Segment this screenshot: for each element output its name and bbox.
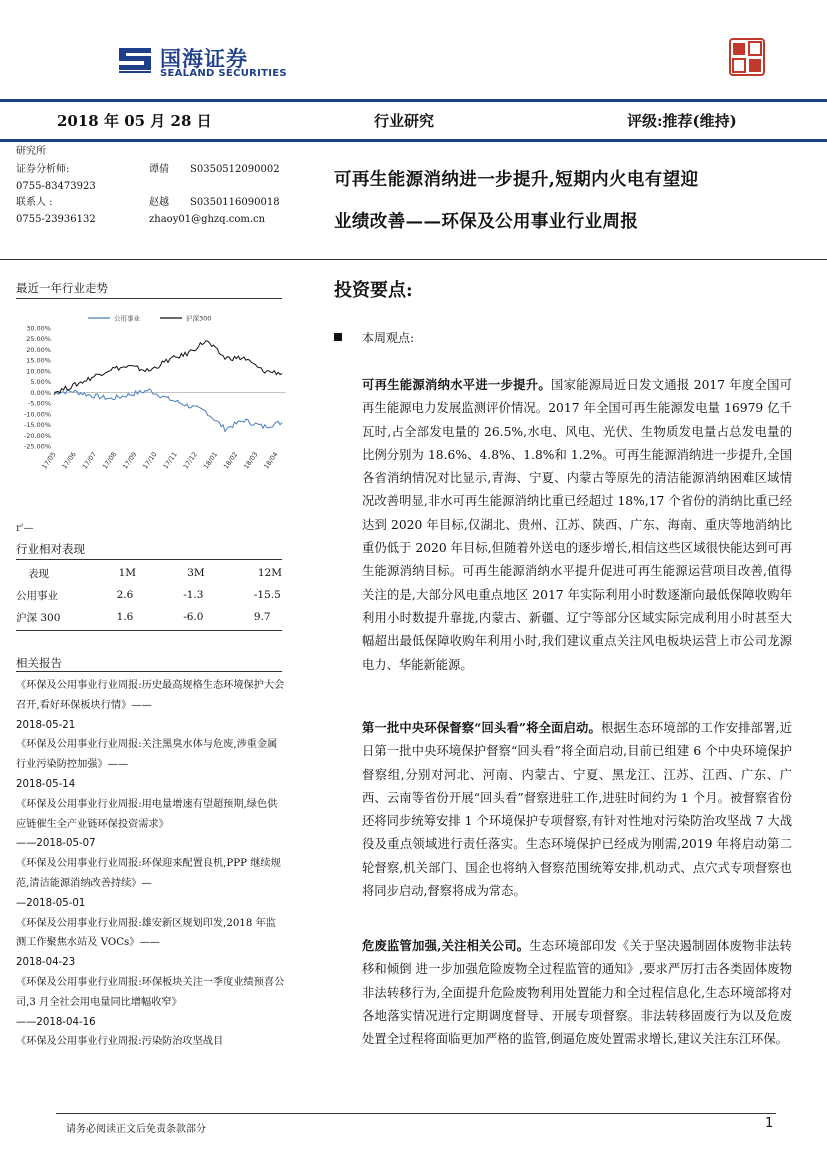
paragraph-lead: 危废监管加强,关注相关公司。 xyxy=(362,938,530,953)
related-report-item[interactable] xyxy=(16,795,286,854)
x-tick-label: 18/03 xyxy=(242,450,260,471)
table-cell: -15.5 xyxy=(253,589,281,601)
paragraph-lead: 第一批中央环保督察“回头看”将全面启动。 xyxy=(362,720,601,735)
y-tick-label: -5.00% xyxy=(28,399,51,408)
y-tick-label: -15.00% xyxy=(23,421,51,430)
report-category: 行业研究 xyxy=(374,112,435,130)
analyst-role: 证券分析师: xyxy=(16,164,70,175)
performance-heading: 行业相对表现 xyxy=(16,542,85,556)
trend-divider xyxy=(16,298,282,299)
x-tick-label: 18/02 xyxy=(221,450,240,471)
y-tick-label: -25.00% xyxy=(23,442,51,451)
table-header: 12M xyxy=(257,567,282,579)
report-title-line2: 业绩改善——环保及公用事业行业周报 xyxy=(334,212,639,232)
related-report-title: 《环保及公用事业行业周报:环保迎来配置良机,PPP 继续规范,清洁能源消纳改善持续》— xyxy=(16,858,281,889)
related-report-item[interactable] xyxy=(16,914,286,973)
related-report-title: 《环保及公用事业行业周报:关注黑臭水体与危废,涉重金属行业污染防控加强》—— xyxy=(16,739,278,771)
table-header: 3M xyxy=(187,567,205,579)
weekly-view-label: 本周观点: xyxy=(362,331,415,345)
footer-disclaimer: 请务必阅读正文后免责条款部分 xyxy=(66,1124,206,1135)
related-report-item[interactable] xyxy=(16,676,286,735)
research-seal-icon xyxy=(729,38,765,76)
related-report-list xyxy=(16,676,286,1052)
paragraph-renewables xyxy=(362,373,792,677)
y-tick-label: 30.00% xyxy=(26,324,51,333)
paragraph-body: 国家能源局近日发文通报 2017 年度全国可再生能源电力发展监测评价情况。2017 年全国可再生能源发电量 16979 亿千瓦时,占全部发电量的 26.5%,水电、风电、光伏、生物质发电量占总发电量的比例分别为 18.6%、4.8%、1.8%和 1.2%。可再生能源消纳进一步提升,全国各省消纳情况对比显示,青海、宁夏、内蒙古等原先的清洁能源消纳困难区域情况改善明显,非水可再生能源消纳比重已经超过 18%,17 个省份的消纳比重已经达到 2020 年目标,仅湖北、贵州、江苏、陕西、广东、海南、重庆等地消纳比重仍低于 2020 年目标,但随着外送电的逐步增长,相信这些区域很快能达到可再生能源消纳目标。可再生能源消纳水平提升促进可再生能源运营项目改善,值得关注的是,大部分风电重点地区 2017 年实际利用小时数逐渐向最低保障收购年利用小时数提升靠拢,内蒙古、新疆、辽宁等部分区域实际完成利用小时甚至大幅超出最低保障收购年利用小时,我们建议重点关注风电板块运营上市公司龙源电力、华能新能源。 xyxy=(362,378,792,672)
table-row xyxy=(16,584,282,606)
related-report-item[interactable] xyxy=(16,854,286,913)
related-report-title: 《环保及公用事业行业周报:雄安新区规划印发,2018 年监测工作聚焦水站及 VOCs》—— xyxy=(16,917,276,949)
contact-email[interactable]: zhaoy01@ghzq.com.cn xyxy=(149,214,266,225)
y-tick-label: 10.00% xyxy=(26,367,51,376)
table-cell: 2.6 xyxy=(116,589,134,601)
table-cell: 1.6 xyxy=(116,611,134,623)
institute-label: 研究所 xyxy=(16,146,46,157)
related-report-date: —2018-05-01 xyxy=(16,897,86,909)
related-divider xyxy=(16,671,282,672)
series-line xyxy=(54,341,282,395)
y-tick-label: 0.00% xyxy=(30,388,51,397)
table-cell: 沪深 300 xyxy=(16,611,61,624)
investment-highlights-heading: 投资要点: xyxy=(334,280,413,301)
trend-heading: 最近一年行业走势 xyxy=(16,281,108,295)
x-tick-label: 17/12 xyxy=(181,450,199,471)
x-tick-label: 17/06 xyxy=(60,450,78,471)
paragraph-lead: 可再生能源消纳水平进一步提升。 xyxy=(362,377,551,392)
paragraph-hazardous-waste xyxy=(362,934,792,1051)
legend-entry: 公用事业 xyxy=(114,314,140,323)
title-divider xyxy=(0,259,827,260)
related-report-date: 2018-04-23 xyxy=(16,957,76,969)
related-report-item[interactable] xyxy=(16,973,286,1032)
bullet-square-icon xyxy=(334,333,342,341)
performance-table xyxy=(16,562,282,628)
page-number: 1 xyxy=(765,1116,774,1131)
report-rating: 评级:推荐(维持) xyxy=(627,112,737,130)
table-row xyxy=(16,562,282,584)
y-tick-label: -20.00% xyxy=(23,431,51,440)
related-heading: 相关报告 xyxy=(16,656,62,670)
related-report-date: 2018-05-21 xyxy=(16,719,76,731)
related-report-title: 《环保及公用事业行业周报:污染防治攻坚战目 xyxy=(16,1036,224,1048)
paragraph-body: 生态环境部印发《关于坚决遏制固体废物非法转移和倾倒 进一步加强危险废物全过程监管的通知》,要求严厉打击各类固体废物非法转移行为,全面提升危险废物利用处置能力和全过程信息化,生态环境部将对各地落实情况进行定期调度督导、开展专项督察。非法转移固废行为以及危废处置全过程将面临更加严格的监管,倒逼危废处置需求增长,建议关注东江环保。 xyxy=(362,939,792,1047)
table-row xyxy=(16,606,282,628)
industry-trend-chart xyxy=(10,306,290,478)
contact-role: 联系人 : xyxy=(16,197,53,208)
sealand-logo-icon xyxy=(116,42,154,76)
table-header: 表现 xyxy=(28,567,49,580)
analyst-name: 谭倩 xyxy=(149,164,169,175)
analyst-cert: S0350512090002 xyxy=(190,164,280,175)
analyst-phone: 0755-83473923 xyxy=(16,181,96,192)
logo-english: SEALAND SECURITIES xyxy=(160,68,287,79)
x-tick-label: 17/08 xyxy=(100,450,119,471)
contact-phone: 0755-23936132 xyxy=(16,214,96,225)
paragraph-inspection xyxy=(362,716,792,903)
related-report-title: 《环保及公用事业行业周报:用电量增速有望超预期,绿色供应链催生全产业链环保投资需求》 xyxy=(16,798,278,830)
related-report-item[interactable] xyxy=(16,1032,286,1052)
table-cell: 9.7 xyxy=(253,611,271,623)
report-date: 2018 年 05 月 28 日 xyxy=(57,112,212,130)
y-tick-label: 15.00% xyxy=(26,356,51,365)
x-tick-label: 18/01 xyxy=(201,450,220,471)
related-report-date: ——2018-05-07 xyxy=(16,838,96,850)
y-tick-label: 25.00% xyxy=(26,335,51,344)
performance-divider-bottom xyxy=(16,630,282,631)
paragraph-body: 根据生态环境部的工作安排部署,近日第一批中央环境保护督察“回头看”将全面启动,目前已组建 6 个中央环境保护督察组,分别对河北、河南、内蒙古、宁夏、黑龙江、江苏、江西、广东、广西、云南等省份开展“回头看”督察进驻工作,进驻时间约为 1 个月。被督察省份还将同步统筹安排 1 个环境保护专项督察,有针对性地对污染防治攻坚战 7 大战役及重点领域进行责任落实。生态环境保护已经成为刚需,2019 年将启动第二轮督察,机关部门、国企也将纳入督察范围统筹安排,机动式、点穴式专项督察也将同步启动,督察将成为常态。 xyxy=(362,721,792,899)
related-report-date: ——2018-04-16 xyxy=(16,1016,96,1028)
legend-entry: 沪深300 xyxy=(186,314,212,323)
contact-cert: S0350116090018 xyxy=(190,197,280,208)
table-cell: 公用事业 xyxy=(16,589,58,602)
contact-name: 赵越 xyxy=(149,197,169,208)
x-tick-label: 17/11 xyxy=(161,450,179,471)
table-header: 1M xyxy=(118,567,136,579)
x-tick-label: 17/09 xyxy=(121,450,139,471)
trend-marker: r'— xyxy=(16,523,34,534)
x-tick-label: 17/07 xyxy=(80,450,99,471)
x-tick-label: 17/10 xyxy=(141,450,159,471)
y-tick-label: -10.00% xyxy=(23,410,51,419)
table-cell: -1.3 xyxy=(183,589,204,601)
related-report-title: 《环保及公用事业行业周报:环保板块关注一季度业绩预喜公司,3 月全社会用电量同比增幅收窄》 xyxy=(16,976,285,1008)
logo-chinese: 国海证券 xyxy=(160,47,248,71)
x-tick-label: 17/05 xyxy=(40,450,58,471)
y-tick-label: 20.00% xyxy=(26,345,51,354)
series-line xyxy=(54,389,282,432)
footer-rule xyxy=(56,1113,776,1114)
x-tick-label: 18/04 xyxy=(262,450,280,471)
y-tick-label: 5.00% xyxy=(30,378,51,387)
report-title-line1: 可再生能源消纳进一步提升,短期内火电有望迎 xyxy=(334,170,699,190)
table-cell: -6.0 xyxy=(183,611,204,623)
related-report-date: 2018-05-14 xyxy=(16,778,76,790)
related-report-title: 《环保及公用事业行业周报:历史最高规格生态环境保护大会召开,看好环保板块行情》—— xyxy=(16,680,285,711)
related-report-item[interactable] xyxy=(16,735,286,794)
performance-divider-top xyxy=(16,559,282,560)
